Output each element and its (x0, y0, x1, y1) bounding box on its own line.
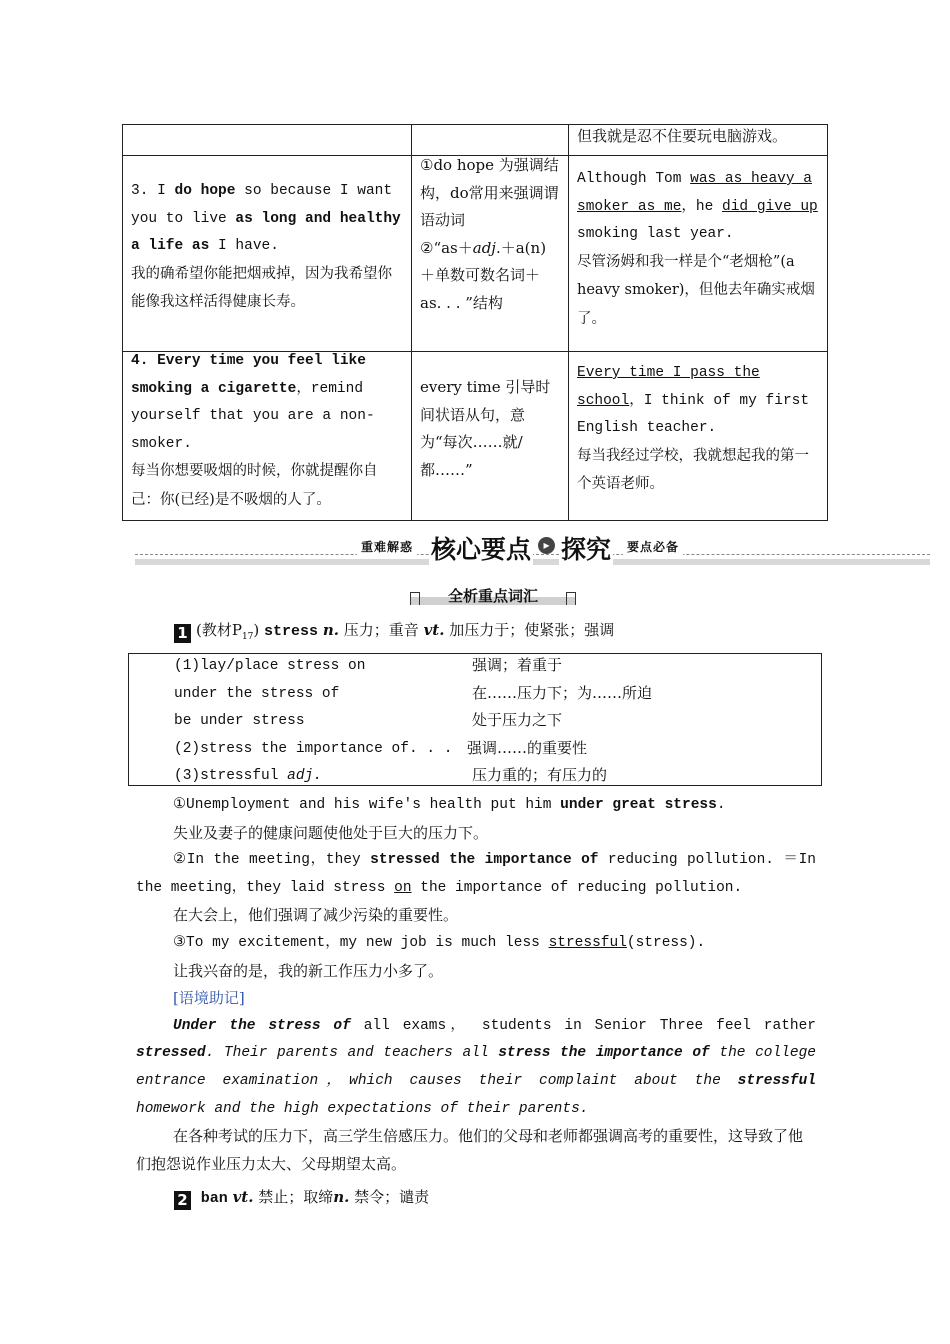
example-translation: 在大会上，他们强调了减少污染的重要性。 (173, 906, 459, 925)
grammar-note: ②“as＋ (420, 238, 473, 257)
sentence-highlight: as long and healthy a life as (131, 210, 401, 254)
grammar-note: adj. (472, 238, 501, 257)
example-text: Although Tom (577, 171, 682, 187)
banner-title: 核心要点 (429, 530, 533, 566)
sentence-table (122, 124, 828, 521)
bracket-right (566, 592, 576, 605)
table-cell-example (569, 352, 828, 522)
banner-right-label: 要点必备 (623, 538, 683, 555)
context-tag: [语境助记] (173, 989, 245, 1008)
definition: 禁止；取缔 (258, 1188, 334, 1206)
table-cell-sentence (123, 156, 411, 351)
example-underlined: did give up (722, 198, 818, 215)
example-translation: 让我兴奋的是，我的新工作压力小多了。 (173, 961, 444, 980)
phrase-en: (1)lay/place stress on (174, 658, 366, 674)
example-sentence: ③To my excitement，my new job is much less stressful(stress). (173, 934, 706, 951)
sentence-text: I (157, 183, 166, 199)
part-of-speech: vt. (423, 621, 445, 639)
phrase-en: under the stress of (174, 686, 340, 702)
table-cell-example (569, 125, 828, 155)
entry-heading (174, 620, 614, 647)
example-translation: 每当我经过学校，我就想起我的第一个英语老师。 (577, 447, 809, 492)
source-ref: (教材P (196, 621, 242, 639)
phrase-en: (3)stressful adj. (174, 768, 322, 784)
phrase-en: be under stress (174, 713, 305, 729)
part-of-speech: vt. (232, 1188, 254, 1206)
phrase-zh: 在……压力下；为……所迫 (472, 684, 653, 702)
example-translation: 失业及妻子的健康问题使他处于巨大的压力下。 (173, 823, 489, 842)
entry-number: 1 (174, 624, 191, 643)
sentence-highlight: do hope (174, 183, 236, 199)
grammar-note: every time 引导时间状语从句，意为“每次……就/都……” (420, 378, 551, 479)
entry-number: 2 (174, 1191, 191, 1210)
part-of-speech: n. (333, 1188, 350, 1206)
examples-block (136, 792, 816, 1178)
sentence-number: 4. (131, 353, 149, 369)
table-cell-example (569, 156, 828, 351)
source-page: 17 (241, 632, 254, 642)
entry-word: ban (200, 1190, 228, 1207)
context-paragraph: Under the stress of all exams， students in Senior Three feel rather stressed. Their parents and teachers all stress the importance of the college entrance examination，which causes their complaint about the stressful homework and the high expectations of their parents. (136, 1017, 817, 1117)
sentence-text: ，remind yourself that you are a non-smoker. (131, 380, 375, 452)
example-translation: 但我就是忍不住要玩电脑游戏。 (577, 127, 788, 145)
entry-word: stress (264, 623, 319, 640)
sentence-number: 3. (131, 183, 149, 199)
banner-left-label: 重难解惑 (357, 538, 417, 555)
phrase-box (128, 653, 822, 786)
example-underlined: Every time I pass the school (577, 365, 760, 409)
example-underlined: was as heavy a smoker as me (577, 171, 812, 215)
sentence-text: I have. (218, 238, 279, 254)
sentence-highlight: Every time you feel like smoking a cigarette (131, 353, 366, 397)
phrase-zh: 压力重的；有压力的 (472, 766, 608, 784)
phrase-zh: 处于压力之下 (472, 711, 563, 729)
definition: 压力；重音 (343, 621, 419, 639)
arrow-icon: ▸ (538, 537, 555, 554)
example-text: ，he (681, 198, 714, 215)
phrase-en: (2)stress the importance of. . . (174, 741, 453, 757)
source-ref: ) (253, 621, 260, 639)
definition: 加压力于；使紧张；强调 (449, 621, 615, 639)
grammar-note: ＋a(n)＋单数可数名词＋as. . . ”结构 (420, 238, 547, 312)
sentence-translation: 每当你想要吸烟的时候，你就提醒你自己：你(已经)是不吸烟的人了。 (131, 463, 378, 508)
example-sentence: ②In the meeting，they stressed the importance of reducing pollution. ＝In the meeting，they laid stress on the importance of reducing pollution. (136, 852, 817, 896)
section-title-text: 全析重点词汇 (447, 587, 538, 605)
banner-title: 探究 (559, 530, 613, 566)
example-sentence: ①Unemployment and his wife's health put him under great stress. (173, 797, 726, 813)
table-cell-note (412, 152, 568, 347)
phrase-zh: 强调；着重于 (472, 656, 563, 674)
part-of-speech: n. (322, 621, 339, 639)
phrase-zh: 强调……的重要性 (467, 739, 588, 757)
entry-heading (174, 1187, 429, 1210)
example-text: ，I think of my first English teacher. (577, 392, 810, 436)
definition: 禁令；谴责 (354, 1188, 430, 1206)
section-title (410, 584, 576, 608)
example-text: smoking last year. (577, 226, 734, 242)
context-translation: 在各种考试的压力下，高三学生倍感压力。他们的父母和老师都强调高考的重要性，这导致了他们抱怨说作业压力太大、父母期望太高。 (136, 1127, 804, 1173)
grammar-note: ①do hope 为强调结构，do常用来强调谓语动词 (420, 156, 559, 229)
example-translation: 尽管汤姆和我一样是个“老烟枪”(a heavy smoker)，但他去年确实戒烟了。 (577, 253, 815, 327)
section-banner (135, 532, 930, 566)
table-cell-sentence (123, 348, 411, 518)
sentence-text: so because I want you to live (131, 183, 393, 227)
table-cell-note (412, 352, 568, 522)
sentence-translation: 我的确希望你能把烟戒掉，因为我希望你能像我这样活得健康长寿。 (131, 265, 392, 310)
bracket-left (410, 592, 420, 605)
